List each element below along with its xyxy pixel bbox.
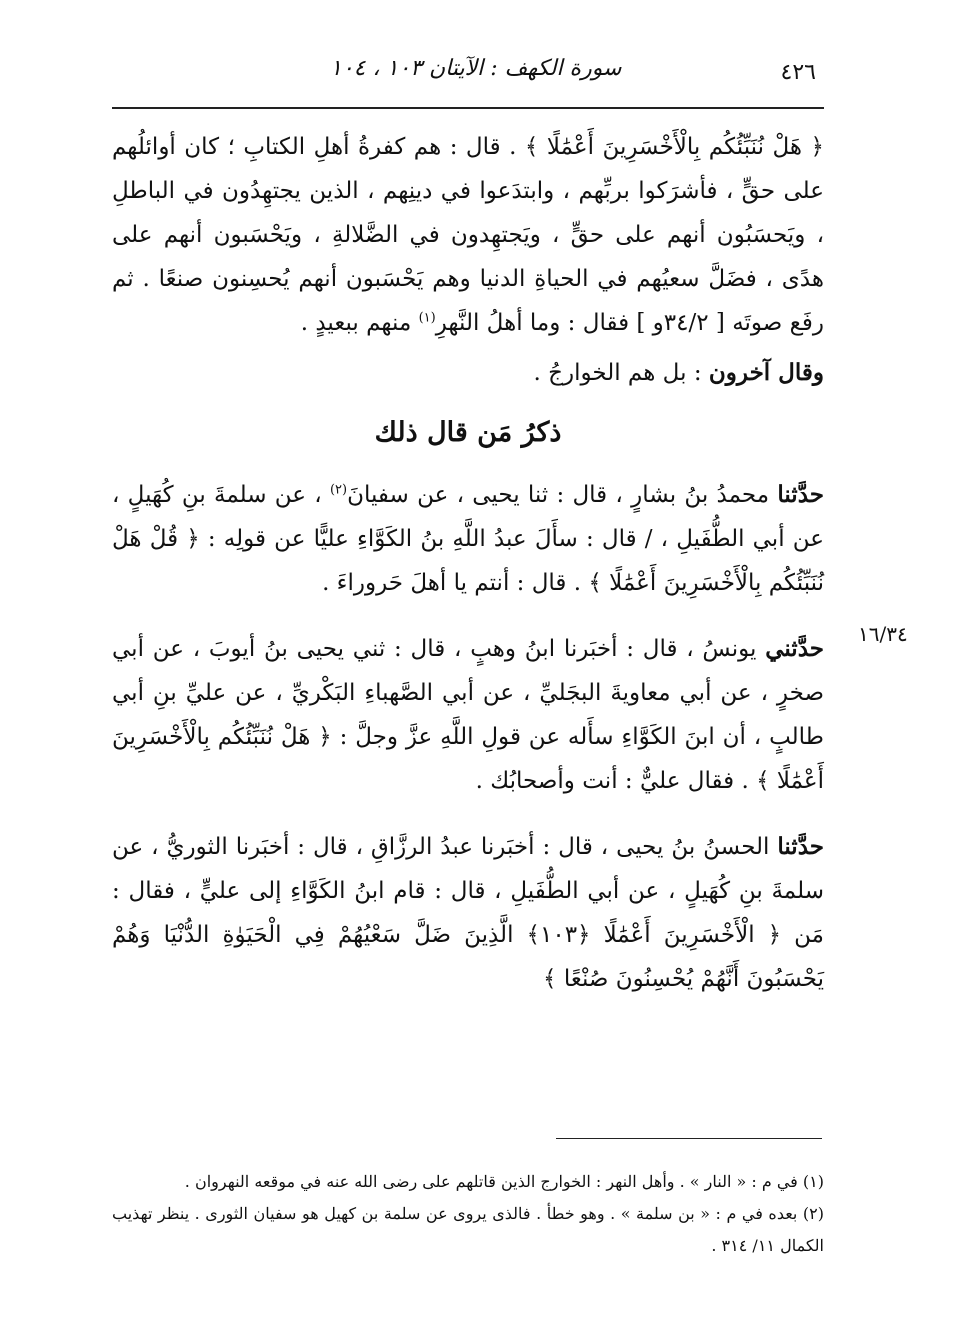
- paragraph-3: [112, 473, 824, 605]
- footnotes: [112, 1166, 824, 1262]
- paragraph-5-text: الحسنُ بنُ يحيى ، قال : أخبَرنا عبدُ الرزَّاقِ ، قال : أخبَرنا الثوريُّ ، عن سلمةَ بنِ كُهَيلٍ ، عن أبي الطُّفَيلِ ، قال : قام ابنُ الكَوَّاءِ إلى عليٍّ ، فقال : مَن ﴿ الْأَخْسَرِينَ أَعْمَٰلًا ﴿١٠٣﴾ الَّذِينَ ضَلَّ سَعْيُهُمْ فِي الْحَيَوٰةِ الدُّنْيَا وَهُمْ يَحْسَبُونَ أَنَّهُمْ يُحْسِنُونَ صُنْعًا ﴾: [112, 834, 824, 992]
- paragraph-3-lead: حدَّثنا: [777, 481, 824, 508]
- header-divider: [112, 107, 824, 109]
- paragraph-2-lead: وقال آخرون: [708, 359, 824, 386]
- paragraph-1-text: ﴿ هَلْ نُنَبِّئُكُم بِالْأَخْسَرِينَ أَعْمَٰلًا ﴾ . قال : هم كفرةُ أهلِ الكتابِ ؛ كان أوائلُهم على حقٍّ ، فأشرَكوا بربِّهم ، وابتدَعوا في دينِهم ، الذين يجتهِدُون في الباطلِ ، ويَحسَبُون أنهم على حقٍّ ، ويَجتهِدون في الضَّلالةِ ، ويَحْسَبون أنهم على هدًى ، فضَلَّ سعيُهم في الحياةِ الدنيا وهم يَحْسَبون أنهم يُحسِنون صنعًا . ثم رفَع صوتَه [ ٣٤/٢و ] فقال : وما أهلُ النَّهرِ: [112, 134, 824, 336]
- paragraph-4-lead: حدَّثني: [765, 635, 824, 662]
- paragraph-3-text-a: محمدُ بنُ بشارٍ ، قال : ثنا يحيى ، عن سفيانَ: [347, 482, 778, 508]
- main-text: [112, 125, 824, 1017]
- paragraph-5: [112, 825, 824, 1001]
- running-header-title: سورة الكهف : الآيتان ١٠٣ ، ١٠٤: [330, 56, 622, 81]
- footnote-divider: [556, 1138, 822, 1139]
- paragraph-4: [112, 627, 824, 803]
- paragraph-1: [112, 125, 824, 345]
- page-number: ٤٢٦: [780, 60, 816, 85]
- paragraph-3-text-b: ، عن سلمةَ بنِ كُهَيلٍ ، عن أبي الطُّفَيلِ ، / قال : سأَلَ عبدُ اللَّهِ بنُ الكَوَّاءِ عليًّا عن قولِه : ﴿ قُلْ هَلْ نُنَبِّئُكُم بِالْأَخْسَرِينَ أَعْمَٰلًا ﴾ . قال : أنتم يا أهلَ حَروراءَ .: [112, 482, 824, 596]
- section-heading: ذكرُ مَن قال ذلك: [374, 417, 562, 448]
- paragraph-2: [112, 351, 824, 395]
- footnote-1: (١) في م : « النار » . وأهل النهر : الخوارج الذين قاتلهم على رضى الله عنه في موقعه النهروان .: [184, 1172, 824, 1191]
- footnote-2: (٢) بعده في م : « بن سلمة » . وهو خطأ . فالذى يروى عن سلمة بن كهيل هو سفيان الثورى . ينظر تهذيب الكمال ١١/ ٣١٤ .: [112, 1204, 824, 1255]
- paragraph-1-tail: منهم ببعيدٍ .: [300, 310, 419, 336]
- footnote-ref-1: (١): [418, 310, 436, 326]
- paragraph-2-text: : بل هم الخوارجُ .: [533, 360, 709, 386]
- paragraph-5-lead: حدَّثنا: [777, 833, 824, 860]
- footnote-ref-2: (٢): [329, 482, 348, 498]
- paragraph-4-text: يونسُ ، قال : أخبَرنا ابنُ وهبٍ ، قال : ثني يحيى بنُ أيوبَ ، عن أبي صخرٍ ، عن أبي معاويةَ البجَليِّ ، عن أبي الصَّهباءِ البَكْريِّ ، عن عليِّ بنِ أبي طالبٍ ، أن ابنَ الكَوَّاءِ سأَله عن قولِ اللَّهِ عزَّ وجلَّ : ﴿ هَلْ نُنَبِّئُكُم بِالْأَخْسَرِينَ أَعْمَٰلًا ﴾ . فقال عليٌّ : أنت وأصحابُك .: [112, 636, 824, 794]
- margin-reference: ١٦/٣٤: [858, 622, 908, 646]
